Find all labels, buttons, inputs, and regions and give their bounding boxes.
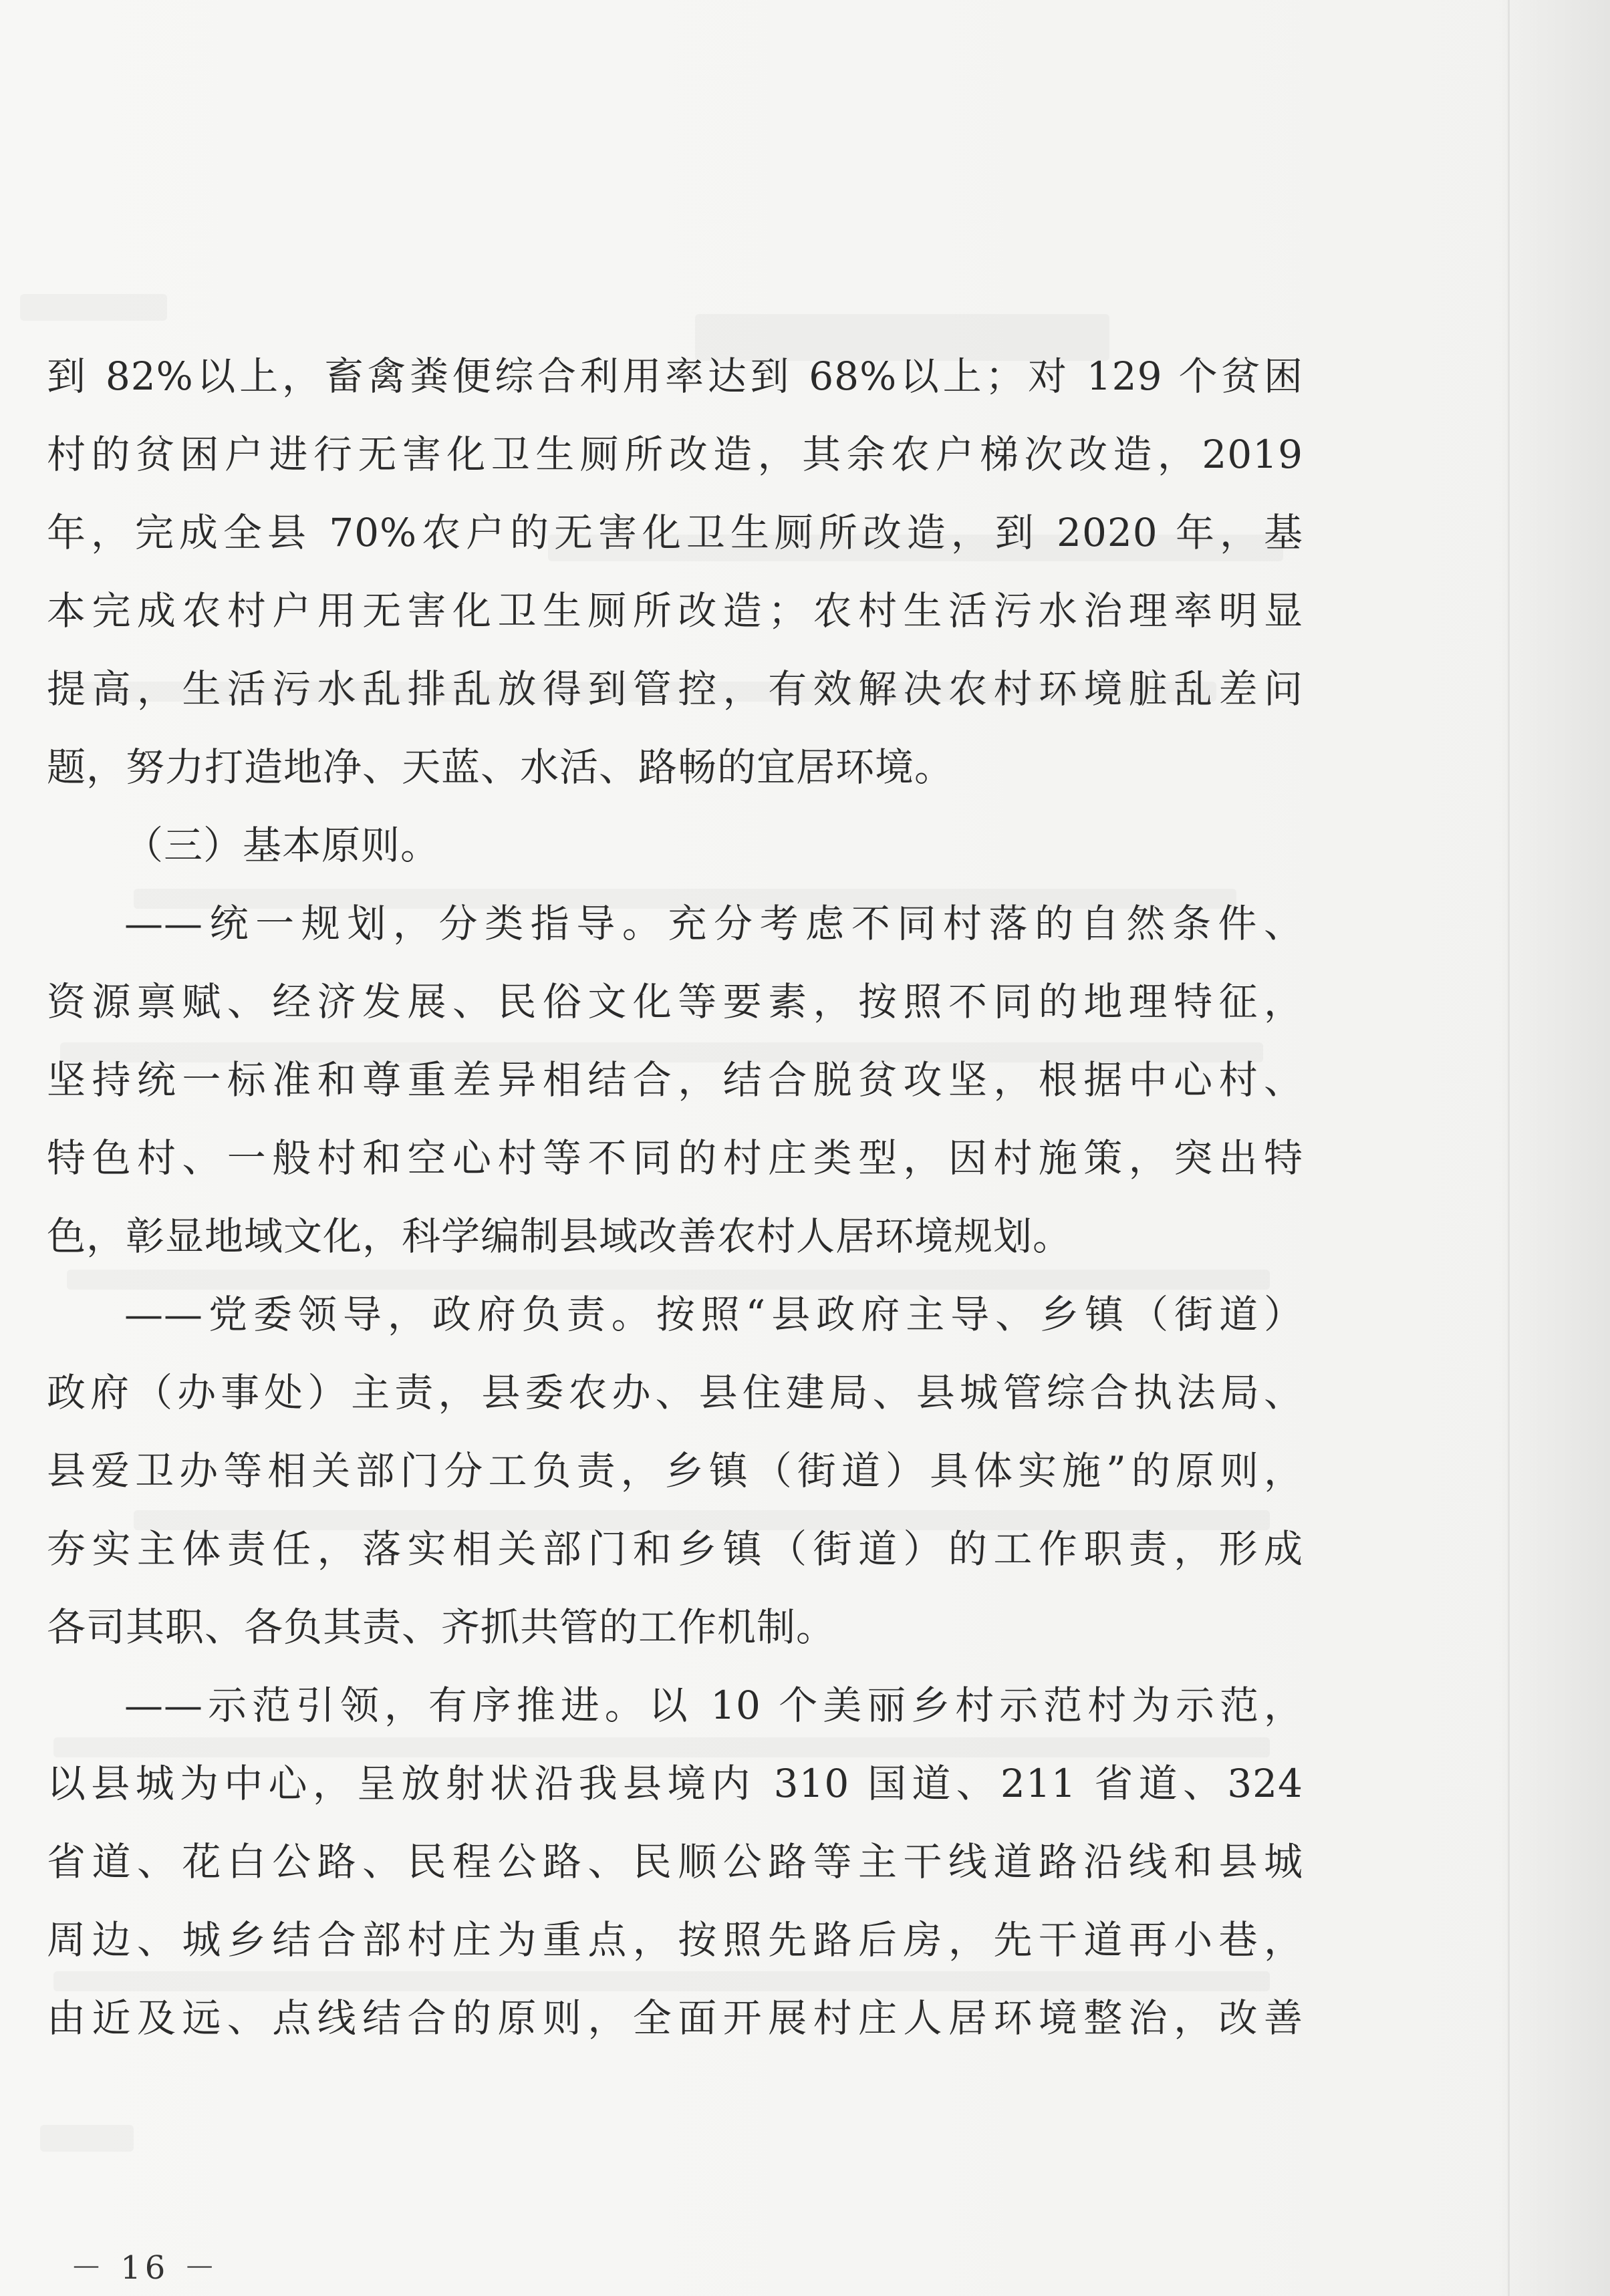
text-line: 省道、花白公路、民程公路、民顺公路等主干线道路沿线和县城: [47, 1839, 1303, 1884]
text-line: 政府（办事处）主责，县委农办、县住建局、县城管综合执法局、: [47, 1370, 1303, 1415]
text-line: 色，彰显地域文化，科学编制县域改善农村人居环境规划。: [47, 1213, 1073, 1259]
text-line: 以县城为中心，呈放射状沿我县境内 310 国道、211 省道、324: [47, 1761, 1303, 1806]
text-line: 到 82%以上，畜禽粪便综合利用率达到 68%以上；对 129 个贫困: [47, 353, 1303, 399]
text-line: 各司其职、各负其责、齐抓共管的工作机制。: [47, 1604, 836, 1650]
page-edge-line: [1508, 0, 1510, 2296]
text-line: 年，完成全县 70%农户的无害化卫生厕所改造，到 2020 年，基: [47, 510, 1303, 555]
text-line: 坚持统一标准和尊重差异相结合，结合脱贫攻坚，根据中心村、: [47, 1057, 1303, 1103]
text-line: （三）基本原则。: [124, 823, 440, 868]
text-line: 周边、城乡结合部村庄为重点，按照先路后房，先干道再小巷，: [47, 1917, 1303, 1963]
body-text: [47, 337, 1303, 2057]
text-line: 资源禀赋、经济发展、民俗文化等要素，按照不同的地理特征，: [47, 979, 1303, 1024]
text-line: ——示范引领，有序推进。以 10 个美丽乡村示范村为示范，: [124, 1683, 1303, 1728]
text-line: 村的贫困户进行无害化卫生厕所改造，其余农户梯次改造，2019: [47, 432, 1303, 477]
text-line: 本完成农村户用无害化卫生厕所改造；农村生活污水治理率明显: [47, 588, 1303, 633]
text-line: ——党委领导，政府负责。按照“县政府主导、乡镇（街道）: [124, 1292, 1303, 1337]
text-line: 县爱卫办等相关部门分工负责，乡镇（街道）具体实施”的原则，: [47, 1448, 1303, 1493]
text-line: 提高，生活污水乱排乱放得到管控，有效解决农村环境脏乱差问: [47, 666, 1303, 712]
text-line: 夯实主体责任，落实相关部门和乡镇（街道）的工作职责，形成: [47, 1526, 1303, 1572]
text-line: 题，努力打造地净、天蓝、水活、路畅的宜居环境。: [47, 744, 954, 790]
page-number: － 16 －: [70, 2249, 220, 2287]
text-line: ——统一规划，分类指导。充分考虑不同村落的自然条件、: [124, 901, 1303, 946]
text-line: 特色村、一般村和空心村等不同的村庄类型，因村施策，突出特: [47, 1135, 1303, 1181]
text-line: 由近及远、点线结合的原则，全面开展村庄人居环境整治，改善: [47, 1995, 1303, 2041]
